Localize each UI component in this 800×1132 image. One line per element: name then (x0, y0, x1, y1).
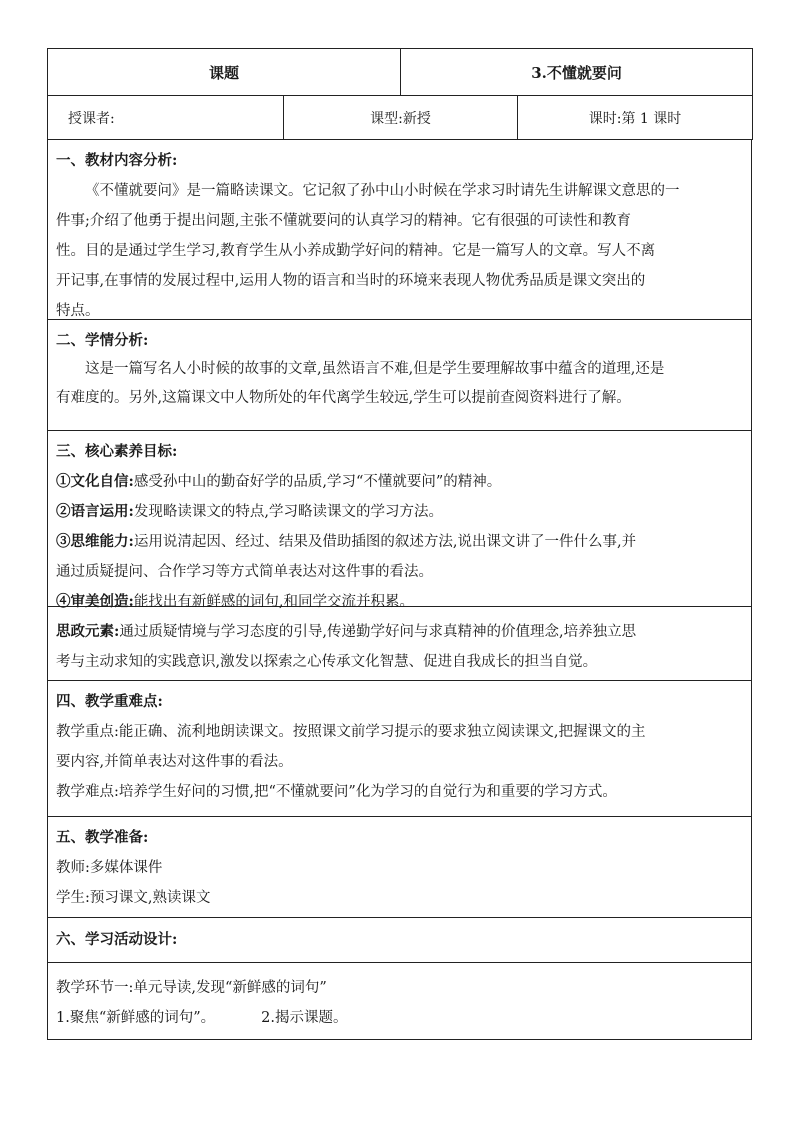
key-points-section (47, 681, 752, 817)
goal-label: ②语言运用: (56, 503, 134, 520)
goal-label: ④审美创造: (56, 593, 134, 610)
activity-design-section (47, 918, 752, 963)
paragraph-line: 这是一篇写名人小时候的故事的文章,虽然语言不难,但是学生要理解故事中蕴含的道理,还是 (85, 361, 665, 377)
ideology-line: 考与主动求知的实践意识,激发以探索之心传承文化智慧、促进自我成长的担当自觉。 (56, 654, 598, 670)
stage-step: 1.聚焦“新鲜感的词句”。 (56, 1010, 216, 1026)
paragraph-line: 教学重点:能正确、流利地朗读课文。按照课文前学习提示的要求独立阅读课文,把握课文的主 (56, 724, 646, 740)
section-title: 三、核心素养目标: (56, 443, 178, 460)
topic-label: 课题 (48, 49, 401, 96)
topic-row (48, 49, 753, 96)
lesson-type-cell: 课型:新授 (284, 96, 518, 140)
material-analysis-section (47, 140, 752, 320)
section-title: 二、学情分析: (56, 332, 149, 349)
goal-label: ①文化自信: (56, 473, 134, 490)
goal-item (56, 467, 743, 497)
paragraph-line: 件事;介绍了他勇于提出问题,主张不懂就要问的认真学习的精神。它有很强的可读性和教育 (56, 213, 631, 229)
paragraph-line: 开记事,在事情的发展过程中,运用人物的语言和当时的环境来表现人物优秀品质是课文突出的 (56, 273, 646, 289)
goal-text: 运用说清起因、经过、结果及借助插图的叙述方法,说出课文讲了一件什么事,并 (133, 534, 637, 550)
ideology-label: 思政元素: (56, 623, 120, 640)
ideology-line (56, 617, 743, 647)
core-goals-section (47, 431, 752, 610)
meta-row (48, 96, 753, 140)
goal-text: 能找出有新鲜感的词句,和同学交流并积累。 (133, 594, 414, 610)
topic-value: 3.不懂就要问 (401, 49, 753, 96)
stage-steps (56, 1003, 743, 1033)
student-preparation: 学生:预习课文,熟读课文 (56, 890, 211, 906)
paragraph-line: 性。目的是通过学生学习,教育学生从小养成勤学好问的精神。它是一篇写人的文章。写人不离 (56, 243, 656, 259)
section-title: 一、教材内容分析: (56, 152, 178, 169)
goal-label: ③思维能力: (56, 533, 134, 550)
student-analysis-section (47, 320, 752, 431)
period-cell: 课时:第 1 课时 (518, 96, 753, 140)
paragraph-line: 《不懂就要问》是一篇略读课文。它记叙了孙中山小时候在学求习时请先生讲解课文意思的一 (85, 183, 680, 199)
stage-step: 2.揭示课题。 (261, 1010, 348, 1026)
goal-text: 发现略读课文的特点,学习略读课文的学习方法。 (133, 504, 443, 520)
header-table (47, 48, 753, 140)
goal-item (56, 497, 743, 527)
section-title: 六、学习活动设计: (56, 931, 178, 948)
preparation-section (47, 817, 752, 918)
lesson-plan-document (47, 48, 752, 1040)
paragraph-line: 要内容,并简单表达对这件事的看法。 (56, 754, 293, 770)
goal-text: 通过质疑提问、合作学习等方式简单表达对这件事的看法。 (56, 564, 433, 580)
paragraph-line: 有难度的。另外,这篇课文中人物所处的年代离学生较远,学生可以提前查阅资料进行了解。 (56, 390, 631, 406)
ideology-text: 通过质疑情境与学习态度的引导,传递勤学好问与求真精神的价值理念,培养独立思 (119, 624, 637, 640)
teacher-preparation: 教师:多媒体课件 (56, 860, 163, 876)
stage-one-section (47, 963, 752, 1040)
teacher-cell: 授课者: (48, 96, 284, 140)
goal-text: 感受孙中山的勤奋好学的品质,学习“不懂就要问”的精神。 (133, 474, 502, 490)
paragraph-line: 教学难点:培养学生好问的习惯,把“不懂就要问”化为学习的自觉行为和重要的学习方式。 (56, 784, 617, 800)
ideology-section (47, 607, 752, 681)
goal-item (56, 527, 743, 557)
stage-heading: 教学环节一:单元导读,发现“新鲜感的词句” (56, 980, 327, 996)
section-title: 四、教学重难点: (56, 693, 163, 710)
section-title: 五、教学准备: (56, 829, 149, 846)
paragraph-line: 特点。 (56, 303, 100, 319)
goal-item-continued (56, 557, 743, 587)
